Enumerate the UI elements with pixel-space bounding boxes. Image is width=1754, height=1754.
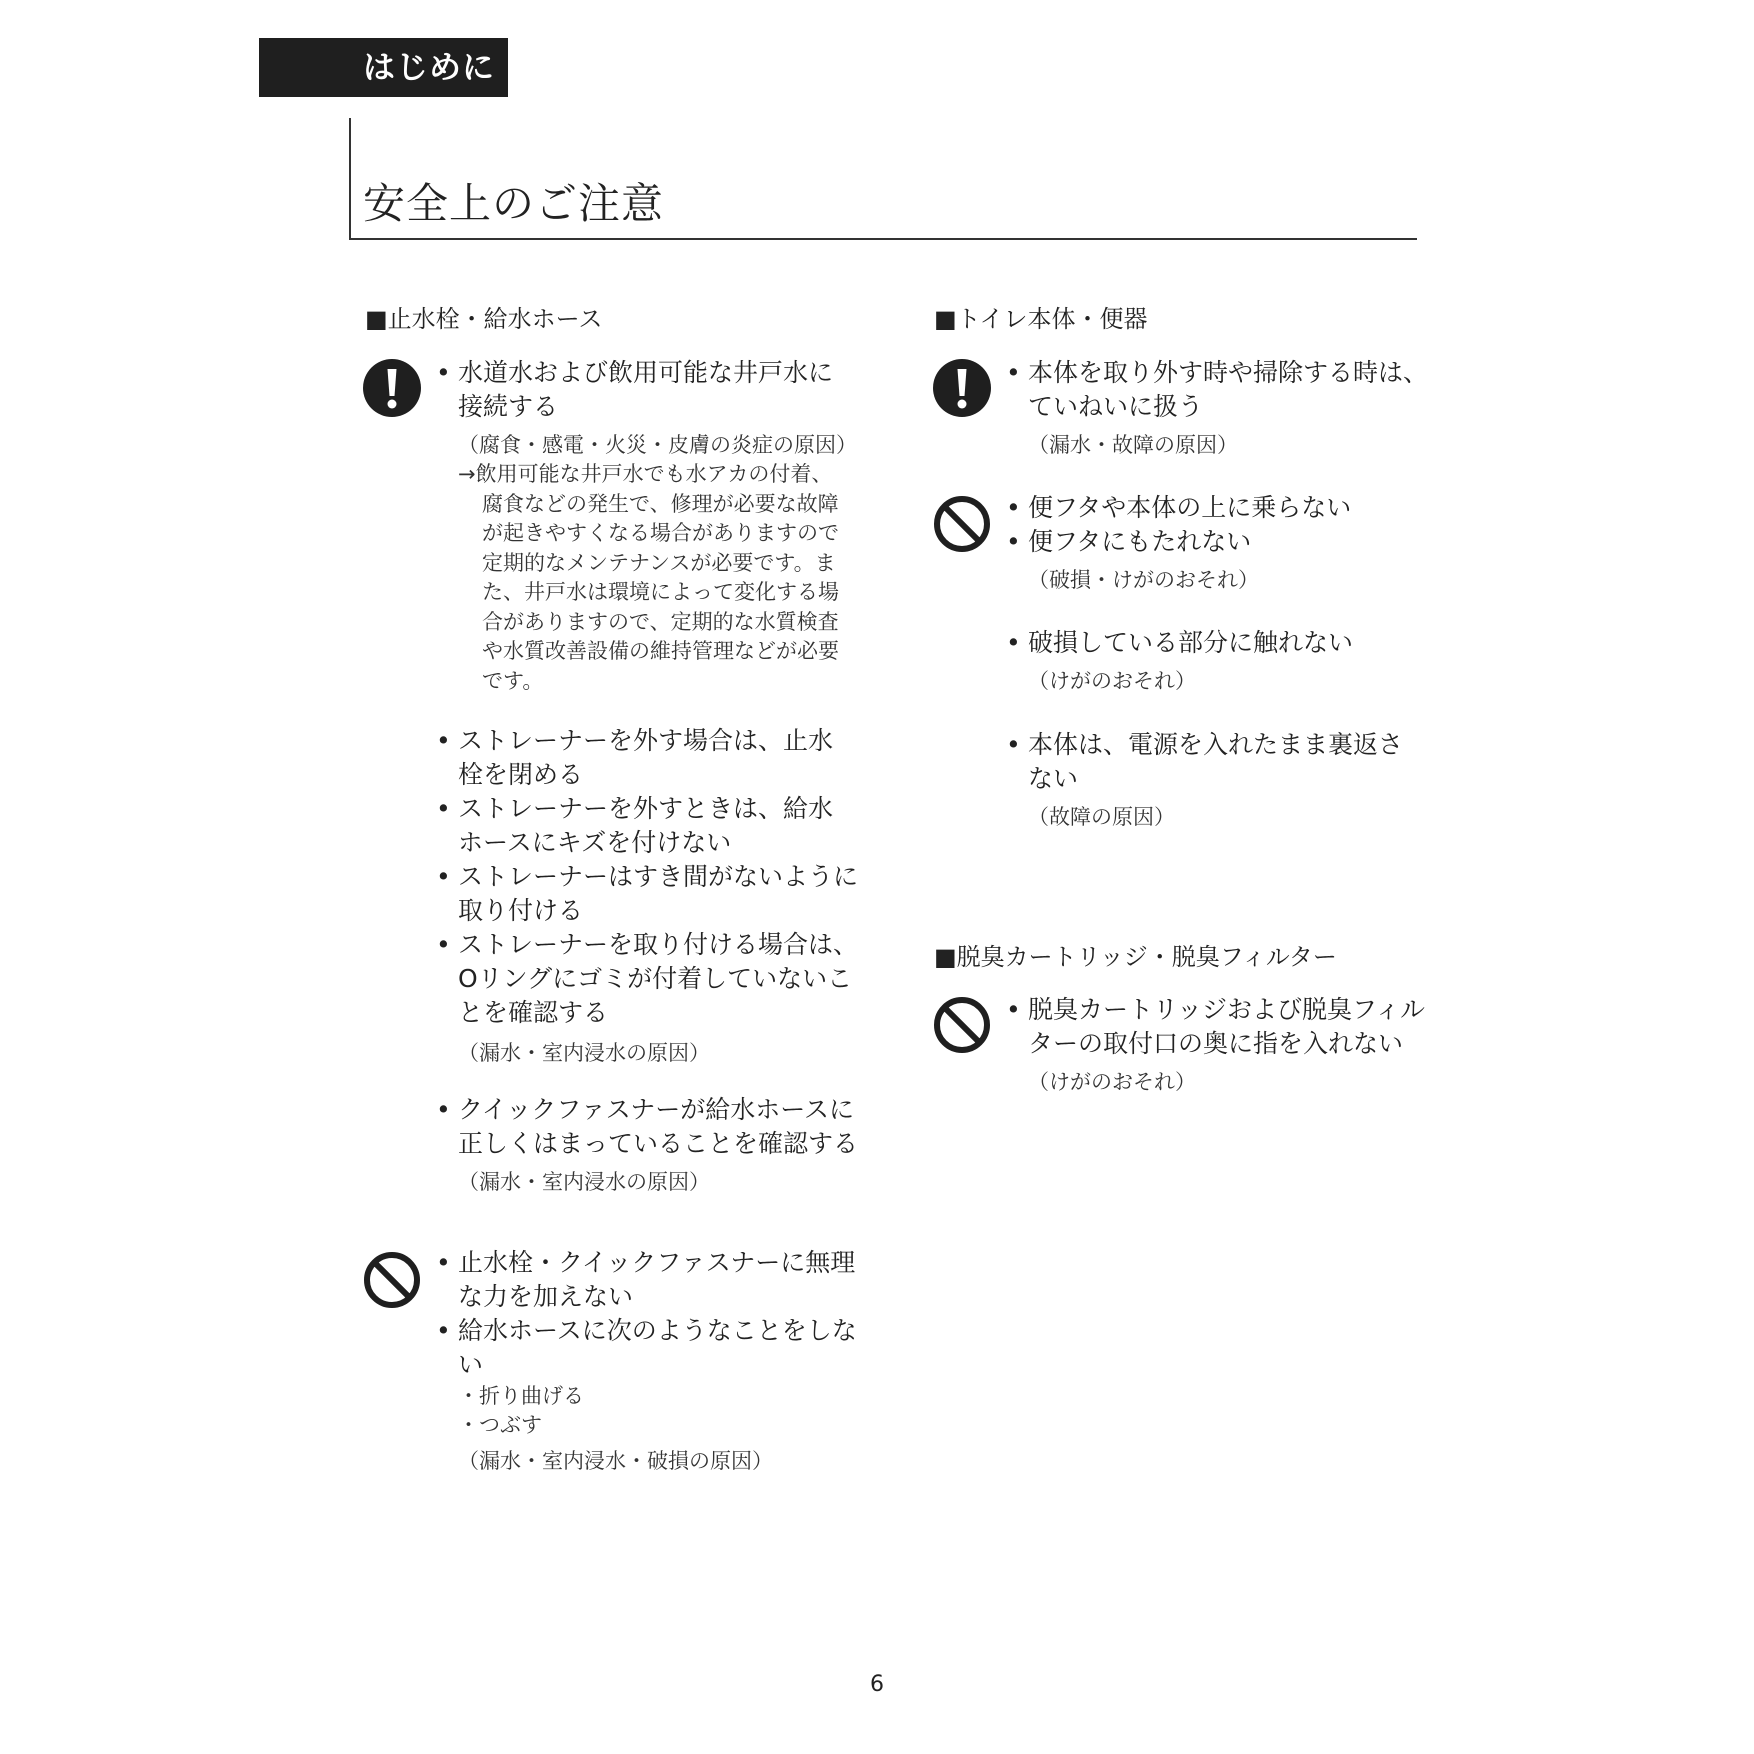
list-item: • ストレーナーを外す場合は、止水 栓を閉める: [436, 724, 858, 792]
quick-fastener-block: [436, 1093, 858, 1197]
well-water-note: →飲用可能な井戸水でも水アカの付着、 腐食などの発生で、修理が必要な故障 が起きやすくなる場合がありますので 定期的なメンテナンスが必要です。ま た、井戸水は環境によって変化する場 合がありますので、定期的な水質検査 や水質改善設備の維持管理などが必要 です。: [458, 462, 839, 693]
cause-text: （けがのおそれ）: [1028, 669, 1196, 693]
list-item: • ストレーナーを取り付ける場合は、 Oリングにゴミが付着していないこ とを確認する: [436, 928, 858, 1030]
prohibition-icon: [933, 996, 991, 1054]
page-title: 安全上のご注意: [363, 179, 665, 228]
cause-text: （漏水・故障の原因）: [1028, 433, 1238, 457]
cause-text: （漏水・室内浸水・破損の原因）: [458, 1449, 773, 1473]
cause-text: （漏水・室内浸水の原因）: [458, 1170, 710, 1194]
cause-text: （腐食・感電・火災・皮膚の炎症の原因）: [458, 433, 857, 457]
section-title-deodorizer: ■脱臭カートリッジ・脱臭フィルター: [934, 943, 1337, 971]
cause-text: （漏水・室内浸水の原因）: [458, 1041, 710, 1065]
section-title-water-supply: ■止水栓・給水ホース: [365, 305, 603, 333]
list-item: • ストレーナーはすき間がないように 取り付ける: [436, 860, 858, 928]
strainer-block: [436, 724, 858, 1068]
prohibition-icon: [933, 495, 991, 553]
cause-text: （破損・けがのおそれ）: [1028, 568, 1259, 592]
sub-item: ・折り曲げる: [458, 1384, 584, 1408]
title-vertical-rule: [349, 118, 351, 240]
section-title-toilet-body: ■トイレ本体・便器: [934, 305, 1148, 333]
list-item: • 水道水および飲用可能な井戸水に 接続する: [436, 356, 857, 424]
exclamation-icon: [363, 359, 421, 417]
prohibition-icon: [363, 1251, 421, 1309]
list-item: • 本体は、電源を入れたまま裏返さ ない: [1006, 728, 1403, 796]
no-fingers-block: [1006, 993, 1425, 1097]
sub-item: ・つぶす: [458, 1413, 542, 1437]
no-force-block: [436, 1246, 857, 1476]
do-not-flip-block: [1006, 728, 1403, 832]
chapter-tab: はじめに: [259, 38, 508, 97]
list-item: • 止水栓・クイックファスナーに無理 な力を加えない: [436, 1246, 857, 1314]
list-item: • ストレーナーを外すときは、給水 ホースにキズを付けない: [436, 792, 858, 860]
page-number: 6: [870, 1672, 884, 1697]
list-item: • 便フタにもたれない: [1006, 525, 1351, 559]
exclamation-icon: [933, 359, 991, 417]
list-item: • 本体を取り外す時や掃除する時は、 ていねいに扱う: [1006, 356, 1428, 424]
cause-text: （故障の原因）: [1028, 805, 1175, 829]
title-horizontal-rule: [349, 238, 1417, 240]
list-item: • 便フタや本体の上に乗らない: [1006, 491, 1351, 525]
handle-gently-block: [1006, 356, 1428, 460]
list-item: • クイックファスナーが給水ホースに 正しくはまっていることを確認する: [436, 1093, 858, 1161]
list-item: • 脱臭カートリッジおよび脱臭フィル ターの取付口の奥に指を入れない: [1006, 993, 1425, 1061]
water-connection-block: [436, 356, 857, 696]
do-not-stand-block: [1006, 491, 1351, 595]
list-item: • 破損している部分に触れない: [1006, 626, 1353, 660]
damaged-part-block: [1006, 626, 1353, 696]
list-item: • 給水ホースに次のようなことをしな い: [436, 1314, 857, 1382]
cause-text: （けがのおそれ）: [1028, 1070, 1196, 1094]
